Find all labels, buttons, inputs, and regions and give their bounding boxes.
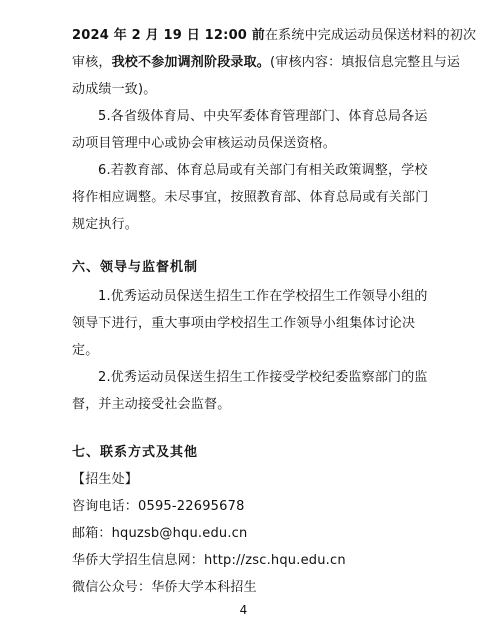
paragraph-line: 动成绩一致)。	[72, 82, 157, 97]
section-6-heading: 六、领导与监督机制	[72, 260, 199, 275]
item-6-line-1: 6.若教育部、体育总局或有关部门有相关政策调整，学校	[98, 163, 428, 178]
paragraph-text: 在系统中完成运动员保送材料的初次	[264, 28, 477, 43]
paragraph-text: (审核内容：填报信息完整且与运	[270, 55, 461, 70]
section-6-item-1-line-2	[72, 316, 415, 332]
contact-wechat: 微信公众号：华侨大学本科招生	[72, 580, 257, 595]
section-6-item-2-line-1: 2.优秀运动员保送生招生工作接受学校纪委监察部门的监	[98, 370, 428, 385]
item-5-line-1: 5.各省级体育局、中央军委体育管理部门、体育总局各运	[98, 109, 428, 124]
section-7-heading: 七、联系方式及其他	[72, 445, 199, 460]
emphasis-text: 我校不参加调剂阶段录取。	[111, 55, 271, 70]
admissions-office-label: 【招生处】	[72, 472, 139, 487]
paragraph-line	[72, 55, 460, 71]
paragraph-text: 领导下进行，重大事项由学校招生工作领导小组集体讨论决	[72, 316, 416, 331]
section-6-item-2-line-2: 督，并主动接受社会监督。	[72, 397, 231, 412]
contact-email: 邮箱：hquzsb@hqu.edu.cn	[72, 526, 248, 541]
contact-website: 华侨大学招生信息网：http://zsc.hqu.edu.cn	[72, 553, 346, 568]
paragraph-text: 审核，	[72, 55, 112, 70]
page-number: 4	[239, 603, 248, 617]
section-6-item-1-line-3: 定。	[72, 343, 99, 358]
paragraph-line	[72, 28, 476, 44]
item-6-line-2: 将作相应调整。未尽事宜，按照教育部、体育总局或有关部门	[72, 190, 429, 205]
contact-phone: 咨询电话：0595-22695678	[72, 499, 245, 514]
item-6-line-3: 规定执行。	[72, 217, 139, 232]
item-5-line-2: 动项目管理中心或协会审核运动员保送资格。	[72, 136, 337, 151]
section-6-item-1-line-1: 1.优秀运动员保送生招生工作在学校招生工作领导小组的	[98, 289, 428, 304]
deadline-text: 2024 年 2 月 19 日 12:00 前	[72, 28, 265, 43]
